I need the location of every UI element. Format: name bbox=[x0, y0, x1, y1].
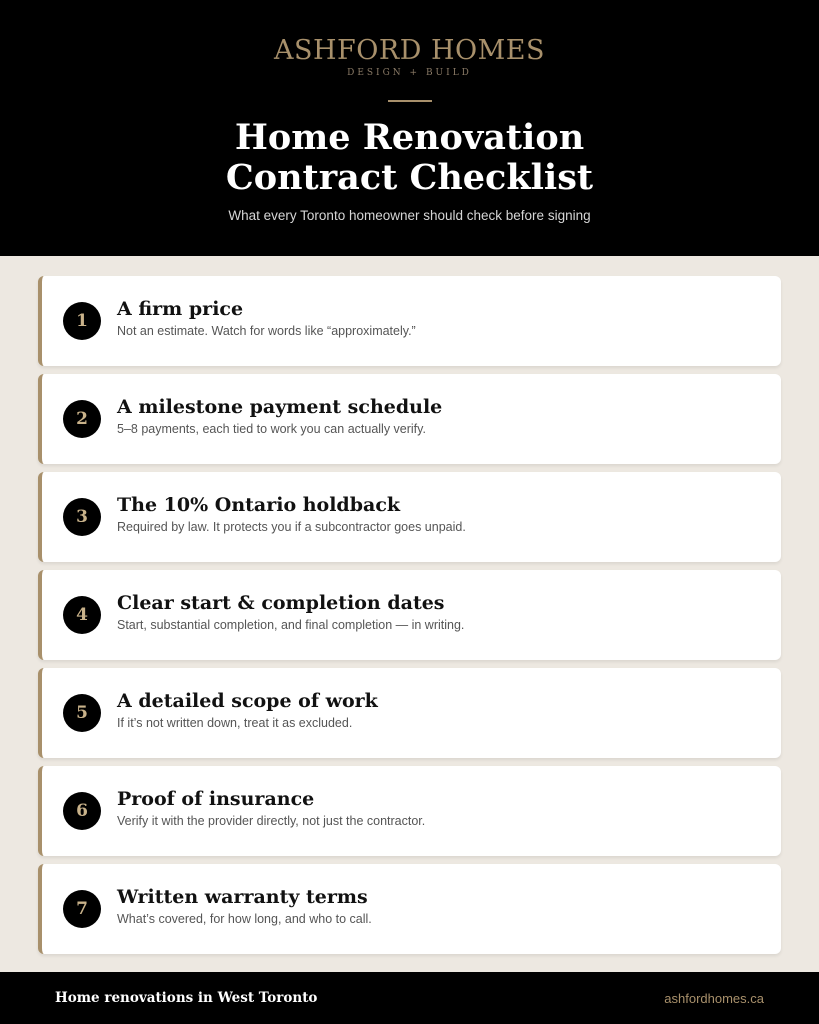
item-description: If it’s not written down, treat it as excluded. bbox=[117, 716, 353, 730]
checklist-section bbox=[0, 256, 819, 972]
page-subtitle: What every Toronto homeowner should check before signing bbox=[228, 208, 591, 223]
item-number-badge: 7 bbox=[63, 890, 101, 928]
header-divider bbox=[388, 100, 432, 102]
item-title: Proof of insurance bbox=[117, 788, 315, 810]
item-number-badge: 1 bbox=[63, 302, 101, 340]
page-footer bbox=[0, 972, 819, 1024]
footer-tagline: Home renovations in West Toronto bbox=[55, 990, 318, 1006]
item-title: Clear start & completion dates bbox=[117, 592, 445, 614]
item-number-badge: 6 bbox=[63, 792, 101, 830]
title-line-1: Home Renovation bbox=[234, 117, 585, 158]
checklist-item bbox=[38, 570, 781, 660]
item-number-badge: 5 bbox=[63, 694, 101, 732]
checklist-item bbox=[38, 668, 781, 758]
item-title: A milestone payment schedule bbox=[117, 396, 443, 418]
footer-website-link[interactable]: ashfordhomes.ca bbox=[664, 991, 764, 1006]
checklist-item bbox=[38, 766, 781, 856]
title-line-2: Contract Checklist bbox=[225, 157, 594, 198]
item-title: A detailed scope of work bbox=[117, 690, 378, 712]
checklist-item bbox=[38, 472, 781, 562]
checklist-item bbox=[38, 374, 781, 464]
checklist-item bbox=[38, 276, 781, 366]
page-header bbox=[0, 0, 819, 256]
item-number-badge: 3 bbox=[63, 498, 101, 536]
item-description: Start, substantial completion, and final completion — in writing. bbox=[117, 618, 465, 632]
item-title: The 10% Ontario holdback bbox=[117, 494, 401, 516]
page-title bbox=[0, 118, 819, 198]
item-description: Not an estimate. Watch for words like “approximately.” bbox=[117, 324, 416, 338]
brand-logo-name: ASHFORD HOMES bbox=[273, 35, 545, 66]
item-number-badge: 2 bbox=[63, 400, 101, 438]
item-description: 5–8 payments, each tied to work you can actually verify. bbox=[117, 422, 426, 436]
item-description: What’s covered, for how long, and who to call. bbox=[117, 912, 372, 926]
checklist-item bbox=[38, 864, 781, 954]
item-number-badge: 4 bbox=[63, 596, 101, 634]
item-description: Verify it with the provider directly, not just the contractor. bbox=[117, 814, 426, 828]
item-description: Required by law. It protects you if a subcontractor goes unpaid. bbox=[117, 520, 466, 534]
item-title: A firm price bbox=[117, 298, 244, 320]
brand-tagline: DESIGN + BUILD bbox=[347, 68, 472, 78]
item-title: Written warranty terms bbox=[117, 886, 368, 908]
